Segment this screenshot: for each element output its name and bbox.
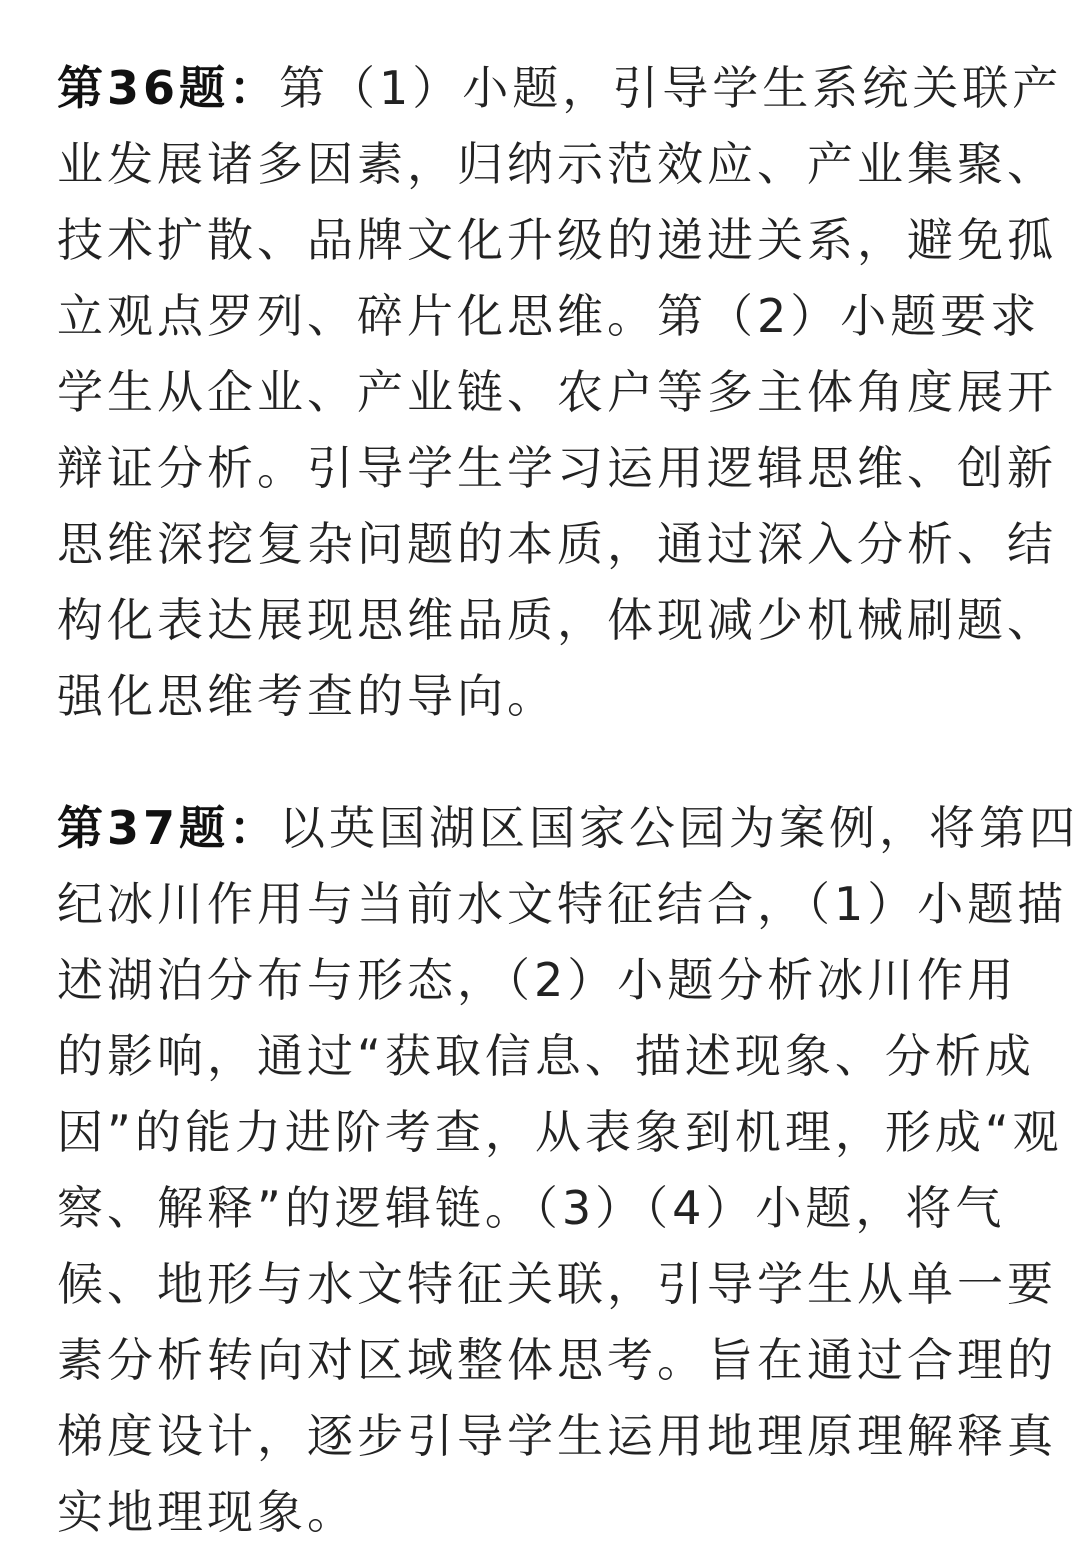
text-line: 构化表达展现思维品质，体现减少机械刷题、	[57, 593, 1057, 647]
text-line: 梯度设计，逐步引导学生运用地理原理解释真	[57, 1409, 1057, 1463]
text-line: 因”的能力进阶考查，从表象到机理，形成“观	[57, 1105, 1063, 1159]
text-line: 强化思维考查的导向。	[57, 669, 557, 723]
text-line: 技术扩散、品牌文化升级的递进关系，避免孤	[57, 213, 1057, 267]
text-line: 的影响，通过“获取信息、描述现象、分析成	[57, 1029, 1035, 1083]
text-line: 素分析转向对区域整体思考。旨在通过合理的	[57, 1333, 1057, 1387]
text-span: 以英国湖区国家公园为案例，将第四	[279, 801, 1080, 855]
text-line	[57, 790, 1080, 866]
paragraph-question-36	[57, 50, 1063, 734]
text-span: 第（1）小题，引导学生系统关联产	[279, 61, 1063, 115]
text-line: 实地理现象。	[57, 1485, 357, 1539]
text-line: 思维深挖复杂问题的本质，通过深入分析、结	[57, 517, 1057, 571]
text-line: 察、解释”的逻辑链。（3）（4）小题，将气	[57, 1181, 1006, 1235]
text-line	[57, 50, 1063, 126]
text-line: 业发展诸多因素，归纳示范效应、产业集聚、	[57, 137, 1057, 191]
paragraph-question-37	[57, 790, 1080, 1550]
text-line: 学生从企业、产业链、农户等多主体角度展开	[57, 365, 1057, 419]
text-line: 纪冰川作用与当前水文特征结合，（1）小题描	[57, 877, 1068, 931]
question-label: 第37题：	[57, 801, 280, 855]
text-line: 立观点罗列、碎片化思维。第（2）小题要求	[57, 289, 1041, 343]
text-line: 辩证分析。引导学生学习运用逻辑思维、创新	[57, 441, 1057, 495]
text-line: 候、地形与水文特征关联，引导学生从单一要	[57, 1257, 1057, 1311]
text-line: 述湖泊分布与形态，（2）小题分析冰川作用	[57, 953, 1018, 1007]
question-label: 第36题：	[57, 61, 280, 115]
